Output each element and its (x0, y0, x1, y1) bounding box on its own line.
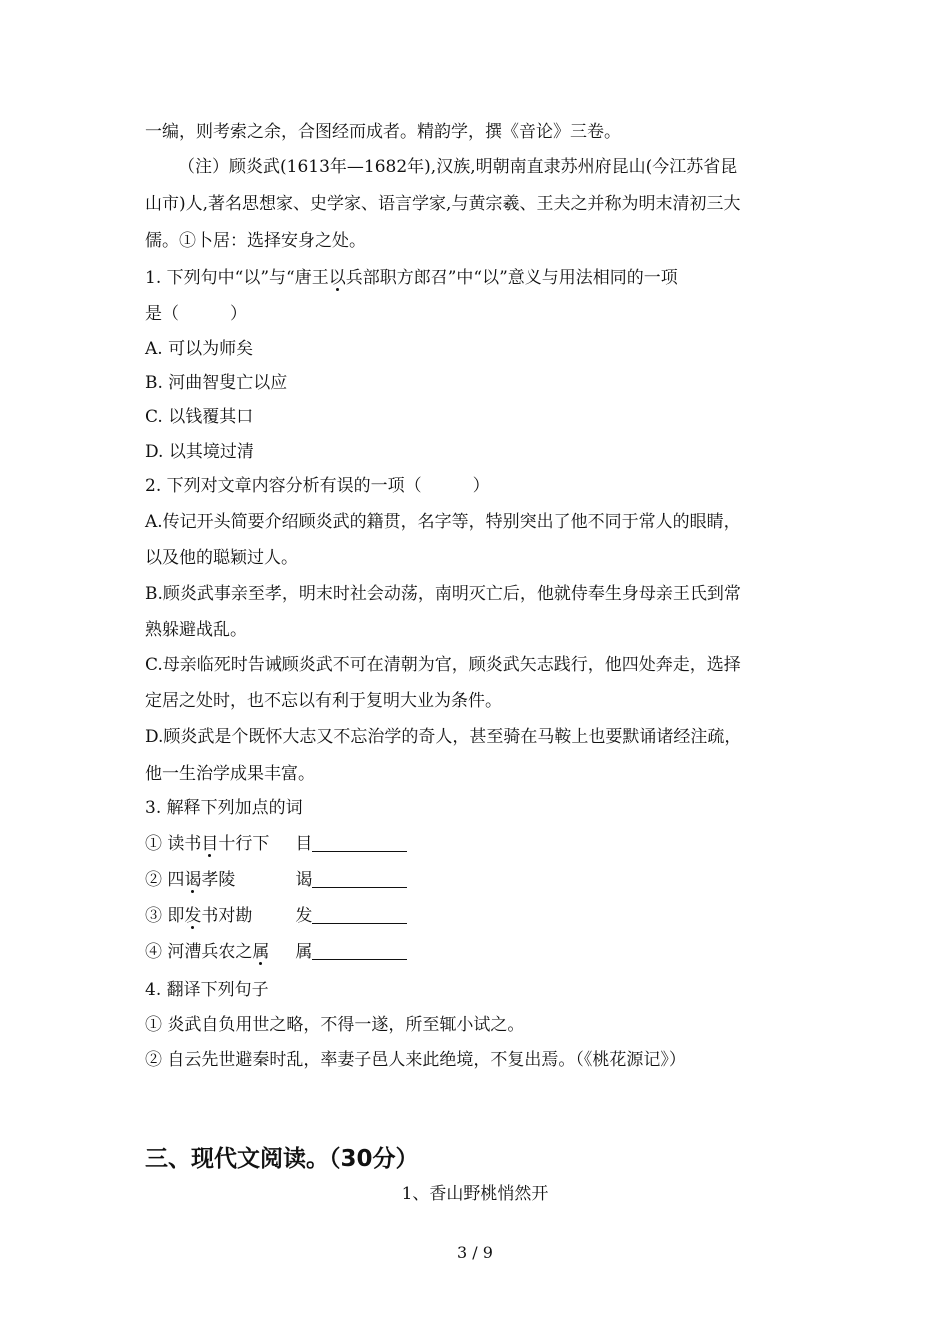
dotted-character: 属 (252, 942, 270, 962)
question-1-stem-cont: 是（ ） (145, 304, 247, 324)
option-c: C.母亲临死时告诫顾炎武不可在清朝为官，顾炎武矢志践行，他四处奔走，选择 (145, 655, 741, 675)
option-d: D.顾炎武是个既怀大志又不忘治学的奇人，甚至骑在马鞍上也要默诵诸经注疏， (145, 727, 742, 747)
translation-sentence: ① 炎武自负用世之略，不得一遂，所至辄小试之。 (145, 1015, 525, 1035)
article-title: 1、香山野桃悄然开 (401, 1184, 549, 1204)
vocab-word: 发 (295, 906, 313, 926)
annotation-line: （注）顾炎武(1613年—1682年),汉族,明朝南直隶苏州府昆山(今江苏省昆 (178, 157, 738, 177)
dotted-character: 以 (328, 268, 346, 288)
option-c-cont: 定居之处时，也不忘以有利于复明大业为条件。 (145, 691, 502, 711)
answer-blank[interactable] (312, 833, 407, 852)
vocab-word: 谒 (295, 870, 313, 890)
dotted-character: 发 (184, 906, 202, 926)
question-1-stem (145, 266, 678, 290)
dotted-character: 目 (201, 834, 219, 854)
option-d-cont: 他一生治学成果丰富。 (145, 764, 315, 784)
stem-text: 兵部职方郎召”中“以”意义与用法相同的一项 (345, 268, 678, 288)
answer-blank[interactable] (312, 869, 407, 888)
passage-line: 一编，则考索之余，合图经而成者。精韵学，撰《音论》三卷。 (145, 122, 621, 142)
answer-blank[interactable] (312, 941, 407, 960)
option-c: C. 以钱覆其口 (145, 407, 254, 427)
vocab-item: ① 读书目十行下 目 (145, 832, 407, 856)
option-a-cont: 以及他的聪颖过人。 (145, 548, 298, 568)
option-b: B. 河曲智叟亡以应 (145, 373, 288, 393)
option-b-cont: 熟躲避战乱。 (145, 620, 247, 640)
answer-blank[interactable] (312, 905, 407, 924)
vocab-item: ④ 河漕兵农之属 属 (145, 940, 407, 964)
vocab-word: 属 (295, 942, 313, 962)
vocab-item: ② 四谒孝陵 谒 (145, 868, 407, 892)
option-d: D. 以其境过清 (145, 442, 254, 462)
translation-sentence: ② 自云先世避秦时乱，率妻子邑人来此绝境，不复出焉。（《桃花源记》） (145, 1050, 686, 1070)
vocab-item: ③ 即发书对勘 发 (145, 904, 407, 928)
option-b: B.顾炎武事亲至孝，明末时社会动荡，南明灭亡后，他就侍奉生身母亲王氏到常 (145, 584, 741, 604)
stem-text: 1. 下列句中“以”与“唐王 (145, 268, 329, 288)
vocab-word: 目 (295, 834, 313, 854)
annotation-line: 山市)人,著名思想家、史学家、语言学家,与黄宗羲、王夫之并称为明末清初三大 (145, 194, 741, 214)
section-heading: 三、现代文阅读。（30分） (145, 1146, 419, 1172)
question-3-stem: 3. 解释下列加点的词 (145, 798, 303, 818)
page-number: 3 / 9 (457, 1243, 493, 1262)
option-a: A. 可以为师矣 (145, 339, 254, 359)
option-a: A.传记开头简要介绍顾炎武的籍贯，名字等，特别突出了他不同于常人的眼睛， (145, 512, 741, 532)
dotted-character: 谒 (184, 870, 202, 890)
question-4-stem: 4. 翻译下列句子 (145, 980, 269, 1000)
question-2-stem: 2. 下列对文章内容分析有误的一项（ ） (145, 476, 490, 496)
annotation-line: 儒。①卜居：选择安身之处。 (145, 231, 366, 251)
